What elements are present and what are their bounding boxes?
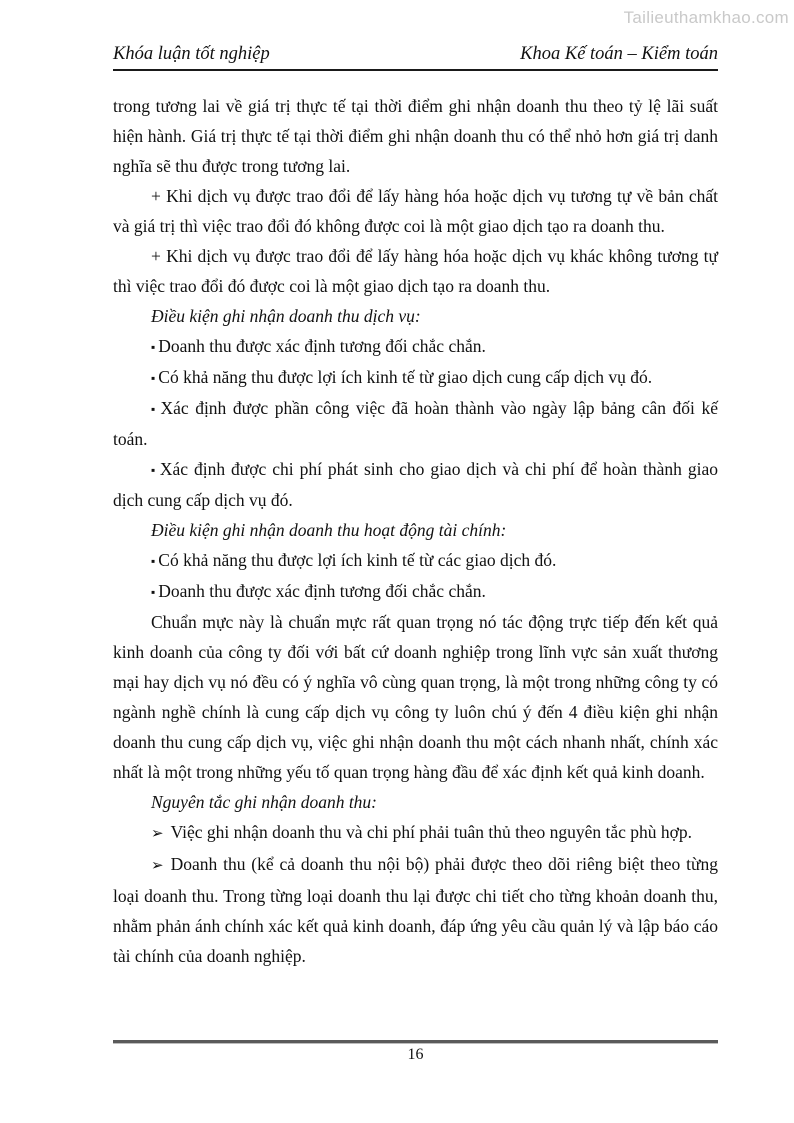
heading-text: Nguyên tắc ghi nhận doanh thu: — [151, 792, 378, 812]
bullet-item — [113, 576, 718, 607]
paragraph-text: + Khi dịch vụ được trao đổi để lấy hàng hóa hoặc dịch vụ khác không tương tự thì việc trao đổi đó được coi là một giao dịch tạo ra doanh thu. — [113, 246, 718, 296]
section-heading — [113, 301, 718, 331]
square-bullet-icon: ▪ — [151, 371, 156, 385]
bullet-text: Xác định được chi phí phát sinh cho giao dịch và chi phí để hoàn thành giao dịch cung cấp dịch vụ đó. — [113, 459, 718, 510]
paragraph-text: + Khi dịch vụ được trao đổi để lấy hàng hóa hoặc dịch vụ tương tự về bản chất và giá trị thì việc trao đổi đó không được coi là một giao dịch tạo ra doanh thu. — [113, 186, 718, 236]
bullet-text: Doanh thu được xác định tương đối chắc chắn. — [158, 581, 486, 601]
heading-text: Điều kiện ghi nhận doanh thu dịch vụ: — [151, 306, 421, 326]
square-bullet-icon: ▪ — [151, 585, 156, 599]
page-header — [113, 44, 718, 71]
bullet-item — [113, 849, 718, 971]
paragraph — [113, 181, 718, 241]
square-bullet-icon: ▪ — [151, 554, 156, 568]
page-footer — [113, 1040, 718, 1065]
bullet-item — [113, 454, 718, 515]
square-bullet-icon: ▪ — [151, 340, 156, 354]
heading-text: Điều kiện ghi nhận doanh thu hoạt động tài chính: — [151, 520, 507, 540]
paragraph — [113, 241, 718, 301]
arrow-bullet-icon: ➢ — [151, 826, 164, 842]
header-left-title: Khóa luận tốt nghiệp — [113, 44, 270, 64]
bullet-item — [113, 362, 718, 393]
page-number: 16 — [407, 1046, 424, 1063]
bullet-text: Doanh thu được xác định tương đối chắc chắn. — [158, 336, 486, 356]
bullet-item — [113, 331, 718, 362]
paragraph — [113, 607, 718, 787]
paragraph-text: Chuẩn mực này là chuẩn mực rất quan trọng nó tác động trực tiếp đến kết quả kinh doanh của công ty đối với bất cứ doanh nghiệp trong lĩnh vực sản xuất thương mại hay dịch vụ nó đều có ý nghĩa vô cùng quan trọng, là một trong những công ty có ngành nghề chính là cung cấp dịch vụ công ty luôn chú ý đến 4 điều kiện ghi nhận doanh thu cung cấp dịch vụ, việc ghi nhận doanh thu một cách nhanh nhất, chính xác nhất là một trong những yếu tố quan trọng hàng đầu để xác định kết quả kinh doanh. — [113, 612, 718, 782]
bullet-item — [113, 545, 718, 576]
arrow-bullet-icon: ➢ — [151, 858, 164, 874]
square-bullet-icon: ▪ — [151, 402, 158, 416]
paragraph-text: trong tương lai về giá trị thực tế tại thời điểm ghi nhận doanh thu theo tỷ lệ lãi suất hiện hành. Giá trị thực tế tại thời điểm ghi nhận doanh thu có thể nhỏ hơn giá trị danh nghĩa sẽ thu được trong tương lai. — [113, 96, 718, 176]
section-heading — [113, 515, 718, 545]
bullet-text: Việc ghi nhận doanh thu và chi phí phải tuân thủ theo nguyên tắc phù hợp. — [170, 822, 692, 842]
bullet-text: Có khả năng thu được lợi ích kinh tế từ các giao dịch đó. — [158, 550, 557, 570]
header-right-title: Khoa Kế toán – Kiểm toán — [520, 44, 718, 64]
document-body — [113, 91, 718, 971]
bullet-item — [113, 817, 718, 849]
section-heading — [113, 787, 718, 817]
footer-divider — [113, 1040, 718, 1044]
paragraph — [113, 91, 718, 181]
bullet-text: Có khả năng thu được lợi ích kinh tế từ giao dịch cung cấp dịch vụ đó. — [158, 367, 653, 387]
bullet-text: Doanh thu (kể cả doanh thu nội bộ) phải được theo dõi riêng biệt theo từng loại doanh thu. Trong từng loại doanh thu lại được chi tiết cho từng khoản doanh thu, nhằm phản ánh chính xác kết quả kinh doanh, đáp ứng yêu cầu quản lý và lập báo cáo tài chính của doanh nghiệp. — [113, 854, 718, 966]
watermark: Tailieuthamkhao.com — [623, 8, 789, 27]
square-bullet-icon: ▪ — [151, 463, 157, 477]
bullet-item — [113, 393, 718, 454]
bullet-text: Xác định được phần công việc đã hoàn thành vào ngày lập bảng cân đối kế toán. — [113, 398, 718, 449]
